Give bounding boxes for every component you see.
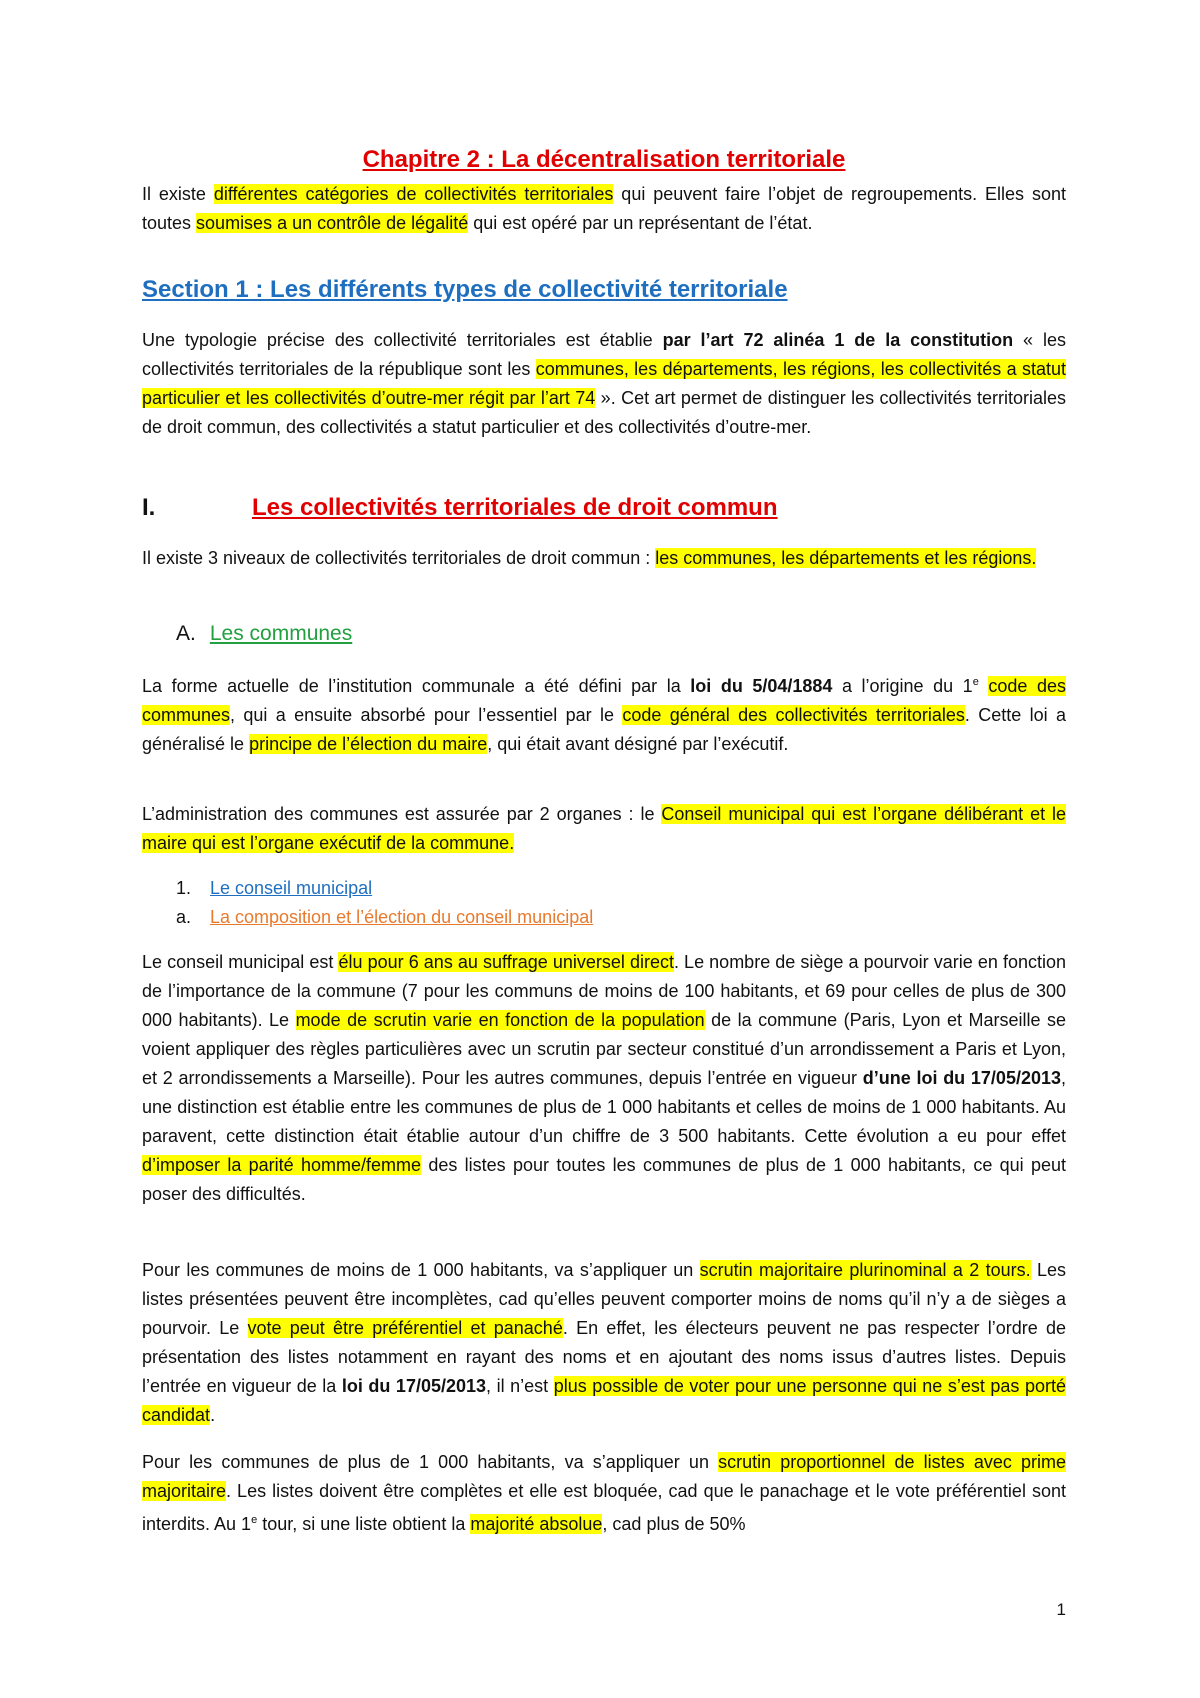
paragraph-niveaux: Il existe 3 niveaux de collectivités territoriales de droit commun : les communes, les départements et les régions. bbox=[142, 548, 1037, 568]
list-item-composition: a. La composition et l’élection du conseil municipal bbox=[176, 907, 594, 927]
intro-paragraph: Il existe différentes catégories de collectivités territoriales qui peuvent faire l’objet de regroupements. Elles sont toutes soumises a un contrôle de légalité qui est opéré par un représentant de l’état. bbox=[142, 184, 1066, 233]
section-1-heading: Section 1 : Les différents types de collectivité territoriale bbox=[142, 276, 788, 303]
paragraph-plus-1000: Pour les communes de plus de 1 000 habitants, va s’appliquer un scrutin proportionnel de listes avec prime majoritaire. Les listes doivent être complètes et elle est bloquée, cad que le panachage et le vote préférentiel sont interdits. Au 1e tour, si une liste obtient la majorité absolue, cad plus de 50% bbox=[142, 1452, 1067, 1534]
paragraph-institution-communale: La forme actuelle de l’institution communale a été défini par la loi du 5/04/1884 a l’origine du 1e code des communes, qui a ensuite absorbé pour l’essentiel par le code général des collectivités territoriales. Cette loi a généralisé le principe de l’élection du maire, qui était avant désigné par l’exécutif. bbox=[142, 676, 1066, 754]
paragraph-typologie: Une typologie précise des collectivité territoriales est établie par l’art 72 alinéa 1 de la constitution « les collectivités territoriales de la république sont les communes, les départements, les régions, les collectivités a statut particulier et les collectivités d’outre-mer régit par l’art 74 ». Cet art permet de distinguer les collectivités territoriales de droit commun, des collectivités a statut particulier et des collectivités d’outre-mer. bbox=[142, 330, 1066, 437]
list-item-conseil-municipal: 1. Le conseil municipal bbox=[176, 878, 373, 898]
heading-I: I. Les collectivités territoriales de droit commun bbox=[142, 494, 778, 521]
paragraph-administration: L’administration des communes est assurée par 2 organes : le Conseil municipal qui est l’organe délibérant et le maire qui est l’organe exécutif de la commune. bbox=[142, 804, 1067, 853]
heading-A: A. Les communes bbox=[176, 622, 353, 645]
paragraph-conseil-municipal: Le conseil municipal est élu pour 6 ans au suffrage universel direct. Le nombre de siège a pourvoir varie en fonction de l’importance de la commune (7 pour les communs de moins de 100 habitants, et 69 pour celles de plus de 300 000 habitants). Le mode de scrutin varie en fonction de la population de la commune (Paris, Lyon et Marseille se voient appliquer des règles particulières avec un scrutin par secteur constitué d’un arrondissement a Paris et Lyon, et 2 arrondissements a Marseille). Pour les autres communes, depuis l’entrée en vigueur d’une loi du 17/05/2013, une distinction est établie entre les communes de plus de 1 000 habitants et celles de moins de 1 000 habitants. Au paravent, cette distinction était établie autour d’un chiffre de 3 500 habitants. Cette évolution a eu pour effet d’imposer la parité homme/femme des listes pour toutes les communes de plus de 1 000 habitants, ce qui peut poser des difficultés. bbox=[142, 952, 1067, 1204]
paragraph-moins-1000: Pour les communes de moins de 1 000 habitants, va s’appliquer un scrutin majoritaire plurinominal a 2 tours. Les listes présentées peuvent être incomplètes, cad qu’elles peuvent comporter moins de noms qu’il n’y a de sièges a pourvoir. Le vote peut être préférentiel et panaché. En effet, les électeurs peuvent ne pas respecter l’ordre de présentation des listes notamment en rayant des noms et en ajoutant des noms issus d’autres listes. Depuis l’entrée en vigueur de la loi du 17/05/2013, il n’est plus possible de voter pour une personne qui ne s’est pas porté candidat. bbox=[142, 1260, 1067, 1425]
chapter-title: Chapitre 2 : La décentralisation territoriale bbox=[362, 146, 846, 173]
document-page bbox=[142, 0, 1066, 1698]
page-number: 1 bbox=[1056, 1600, 1066, 1619]
